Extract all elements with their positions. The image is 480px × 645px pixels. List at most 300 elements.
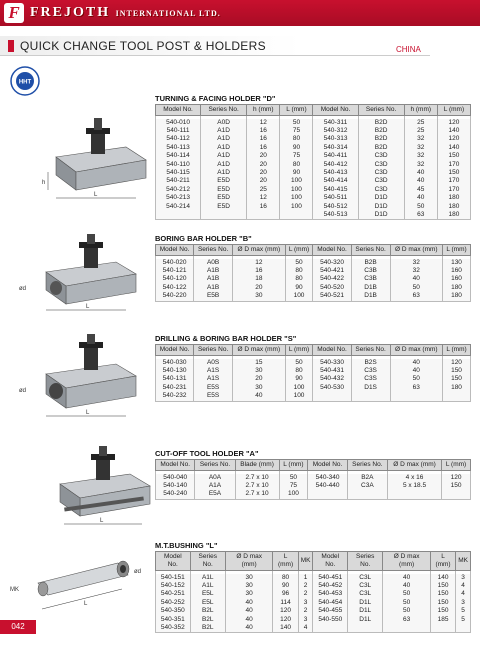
table-row [156, 135, 471, 143]
table-row [156, 203, 471, 211]
table-cell: 540-440 [308, 482, 347, 490]
table-cell: 160 [443, 267, 471, 275]
table-cell [247, 211, 280, 220]
table-cell [456, 624, 471, 633]
table-row [156, 161, 471, 169]
table-cell: 40 [404, 194, 437, 202]
table-cell: B2L [190, 607, 225, 615]
table-cell: 185 [430, 616, 455, 624]
table-cell: 30 [233, 384, 285, 392]
table-cell: 80 [280, 161, 313, 169]
table-cell: C3S [351, 367, 390, 375]
table-cell: 540-452 [313, 582, 348, 590]
table-cell: 75 [279, 482, 308, 490]
column-header: L (mm) [285, 245, 313, 256]
column-header: Ø D max (mm) [233, 245, 285, 256]
table-cell: 540-411 [313, 152, 358, 160]
column-header: MK [456, 552, 471, 571]
table-cell: 40 [404, 177, 437, 185]
table-cell: 32 [404, 161, 437, 169]
table-cell: 32 [404, 152, 437, 160]
table-cell: 170 [437, 186, 470, 194]
table-cell: 140 [273, 624, 298, 633]
table-cell: 3 [456, 599, 471, 607]
table-cell [201, 211, 247, 220]
table-cell: 150 [437, 169, 470, 177]
column-header: Model No. [313, 105, 358, 116]
column-header: Model No. [156, 460, 195, 471]
bushing-table [155, 551, 471, 633]
table-cell: A1S [194, 367, 233, 375]
table-cell: 540-131 [156, 375, 194, 383]
column-header: Series No. [201, 105, 247, 116]
table-row [156, 259, 471, 267]
table-cell: 20 [247, 152, 280, 160]
dim-label-L: L [100, 518, 104, 524]
table-cell: 2 [298, 607, 313, 615]
table-cell: 150 [430, 607, 455, 615]
table-cell: 50 [280, 119, 313, 127]
table-cell: 540-512 [313, 203, 358, 211]
table-cell: 540-415 [313, 186, 358, 194]
table-cell: 2.7 x 10 [235, 482, 279, 490]
table-cell: 150 [443, 375, 471, 383]
section-title-bushing: M.T.BUSHING "L" [155, 541, 218, 550]
column-header: Model No. [313, 552, 348, 571]
table-row [156, 367, 471, 375]
column-header: Series No. [195, 460, 235, 471]
table-cell: C3S [351, 375, 390, 383]
cutoff-holder-table [155, 459, 471, 500]
table-cell: 180 [443, 292, 471, 301]
column-header: h (mm) [247, 105, 280, 116]
table-cell: 63 [383, 616, 431, 624]
table-cell: A1B [194, 267, 233, 275]
table-cell: 540-010 [156, 119, 201, 127]
table-cell: 75 [280, 152, 313, 160]
column-header: Series No. [194, 245, 233, 256]
brand-logo: F [4, 3, 24, 23]
table-cell: 180 [437, 203, 470, 211]
table-cell: 18 [233, 275, 285, 283]
dim-label-L: L [84, 601, 88, 607]
table-cell [280, 211, 313, 220]
section-title-boring: BORING BAR HOLDER "B" [155, 234, 252, 243]
certification-badge-icon [10, 66, 40, 96]
table-cell: 120 [437, 135, 470, 143]
table-row [156, 152, 471, 160]
table-cell [347, 490, 387, 499]
table-cell: 30 [233, 292, 285, 301]
table-cell: D1D [358, 211, 404, 220]
table-cell [383, 624, 431, 633]
table-cell: 540-240 [156, 490, 195, 499]
table-cell: 540-432 [313, 375, 351, 383]
table-cell: 540-455 [313, 607, 348, 615]
table-cell: 150 [430, 590, 455, 598]
table-cell: B2S [351, 359, 390, 367]
brand-bar [0, 0, 480, 26]
table-cell: 50 [285, 359, 313, 367]
column-header: Series No. [351, 345, 390, 356]
column-header: Model No. [308, 460, 347, 471]
table-cell: 540-252 [156, 599, 191, 607]
table-cell [313, 392, 351, 401]
table-cell [156, 211, 201, 220]
column-header: Ø D max (mm) [225, 552, 273, 571]
table-cell: 540-451 [313, 574, 348, 582]
table-cell: 20 [233, 375, 285, 383]
table-cell: A1D [201, 127, 247, 135]
table-cell: E5L [190, 599, 225, 607]
table-cell: 140 [437, 127, 470, 135]
table-row [156, 624, 471, 633]
table-cell [430, 624, 455, 633]
table-cell: A0B [194, 259, 233, 267]
table-cell: 50 [383, 607, 431, 615]
table-cell: 540-320 [313, 259, 351, 267]
table-cell: C3A [347, 482, 387, 490]
column-header: Blade (mm) [235, 460, 279, 471]
table-row [156, 267, 471, 275]
table-cell: 40 [383, 574, 431, 582]
column-header: L (mm) [443, 245, 471, 256]
badge-text: HHT [18, 79, 32, 86]
table-cell: A1S [194, 375, 233, 383]
table-cell: 5 [456, 616, 471, 624]
column-header: Series No. [358, 105, 404, 116]
bushing-illustration [8, 555, 154, 620]
table-cell: A0S [194, 359, 233, 367]
section-title-turning: TURNING & FACING HOLDER "D" [155, 94, 276, 103]
table-cell [348, 624, 383, 633]
table-cell: 32 [404, 135, 437, 143]
table-cell: 20 [233, 284, 285, 292]
table-cell: 12 [233, 259, 285, 267]
table-cell: 150 [430, 582, 455, 590]
table-cell: E5D [201, 203, 247, 211]
table-cell: 540-040 [156, 474, 195, 482]
column-header: MK [298, 552, 313, 571]
column-header: Ø D max (mm) [390, 345, 442, 356]
brand-main-text: FREJOTH [30, 5, 111, 20]
table-cell: 40 [233, 392, 285, 401]
table-cell [443, 392, 471, 401]
table-cell: 50 [390, 284, 442, 292]
table-cell: 540-314 [313, 144, 358, 152]
table-row [156, 144, 471, 152]
table-row [156, 607, 471, 615]
table-cell: 540-152 [156, 582, 191, 590]
table-cell: B2L [190, 624, 225, 633]
column-header: Series No. [194, 345, 233, 356]
turning-holder-table [155, 104, 471, 220]
table-row [156, 474, 471, 482]
table-cell [387, 490, 441, 499]
table-cell: 16 [247, 135, 280, 143]
table-cell: E5S [194, 392, 233, 401]
table-cell: 40 [390, 367, 442, 375]
table-cell: 50 [279, 474, 308, 482]
table-cell: 5 [456, 607, 471, 615]
table-cell: 540-251 [156, 590, 191, 598]
table-cell: 540-412 [313, 161, 358, 169]
column-header: Ø D max (mm) [233, 345, 285, 356]
column-header: Series No. [190, 552, 225, 571]
table-header-row [156, 245, 471, 256]
table-cell: 180 [443, 384, 471, 392]
column-header: Model No. [156, 245, 194, 256]
table-cell: 120 [442, 474, 471, 482]
table-cell: 40 [390, 359, 442, 367]
table-cell: 2 [298, 590, 313, 598]
table-cell: C3D [358, 177, 404, 185]
column-header: L (mm) [279, 460, 308, 471]
table-row [156, 284, 471, 292]
column-header: L (mm) [443, 345, 471, 356]
table-cell: 540-413 [313, 169, 358, 177]
table-cell: 540-520 [313, 284, 351, 292]
table-cell: 540-112 [156, 135, 201, 143]
table-cell: 3 [298, 599, 313, 607]
column-header: Ø D max (mm) [387, 460, 441, 471]
table-row [156, 582, 471, 590]
table-row [156, 490, 471, 499]
table-cell: 100 [280, 194, 313, 202]
table-cell: 160 [443, 275, 471, 283]
column-header: L (mm) [285, 345, 313, 356]
table-cell: 540-414 [313, 177, 358, 185]
table-cell: 540-521 [313, 292, 351, 301]
table-cell: 540-212 [156, 186, 201, 194]
table-cell: 540-511 [313, 194, 358, 202]
column-header: Series No. [347, 460, 387, 471]
table-cell: 32 [390, 259, 442, 267]
page-title: QUICK CHANGE TOOL POST & HOLDERS [20, 39, 266, 53]
table-cell: 90 [273, 582, 298, 590]
table-row [156, 482, 471, 490]
table-cell: 20 [247, 177, 280, 185]
table-cell: D1B [351, 284, 390, 292]
table-cell: 2.7 x 10 [235, 490, 279, 499]
table-row [156, 119, 471, 127]
boring-holder-illustration [16, 232, 154, 316]
table-cell: 25 [247, 186, 280, 194]
table-cell: 140 [437, 144, 470, 152]
table-cell: C3L [348, 582, 383, 590]
table-header-row [156, 105, 471, 116]
table-cell: 96 [273, 590, 298, 598]
dim-label-L: L [94, 192, 98, 198]
table-cell [351, 392, 390, 401]
page-number: 042 [0, 620, 36, 634]
column-header: L (mm) [273, 552, 298, 571]
table-cell [442, 490, 471, 499]
table-cell: 150 [430, 599, 455, 607]
table-cell: 20 [247, 161, 280, 169]
table-cell: 540-211 [156, 177, 201, 185]
table-cell: 540-231 [156, 384, 194, 392]
table-cell: 540-453 [313, 590, 348, 598]
table-cell: 100 [285, 292, 313, 301]
table-cell: 4 [456, 590, 471, 598]
table-cell [308, 490, 347, 499]
table-cell: 100 [279, 490, 308, 499]
table-cell: 170 [437, 177, 470, 185]
table-cell: 50 [390, 375, 442, 383]
table-cell: E5B [194, 292, 233, 301]
table-cell: 540-140 [156, 482, 195, 490]
table-cell: A1D [201, 135, 247, 143]
table-cell: 540-151 [156, 574, 191, 582]
boring-holder-table [155, 244, 471, 302]
table-cell: 50 [285, 259, 313, 267]
table-cell: 40 [225, 599, 273, 607]
table-cell: D1L [348, 616, 383, 624]
table-cell: A1L [190, 582, 225, 590]
table-cell: 100 [280, 186, 313, 194]
table-cell: 540-120 [156, 275, 194, 283]
table-cell: 80 [280, 135, 313, 143]
column-header: Model No. [313, 345, 351, 356]
table-cell: 540-114 [156, 152, 201, 160]
table-cell: C3D [358, 161, 404, 169]
table-cell: 32 [404, 144, 437, 152]
table-cell: 170 [437, 161, 470, 169]
table-cell: 63 [390, 384, 442, 392]
table-cell: 16 [247, 144, 280, 152]
table-cell: 120 [273, 607, 298, 615]
column-header: Ø D max (mm) [390, 245, 442, 256]
table-row [156, 392, 471, 401]
table-cell: D1S [351, 384, 390, 392]
table-row [156, 590, 471, 598]
column-header: Model No. [156, 552, 191, 571]
table-cell: 540-121 [156, 267, 194, 275]
table-cell: E5L [190, 590, 225, 598]
table-row [156, 127, 471, 135]
table-cell: B2A [347, 474, 387, 482]
table-header-row [156, 460, 471, 471]
column-header: Series No. [348, 552, 383, 571]
table-cell: 30 [225, 590, 273, 598]
table-cell: 540-550 [313, 616, 348, 624]
table-cell: 40 [383, 582, 431, 590]
table-cell: 114 [273, 599, 298, 607]
table-cell: 130 [443, 259, 471, 267]
cutoff-holder-illustration [50, 444, 154, 530]
table-cell: 100 [285, 392, 313, 401]
table-cell [313, 624, 348, 633]
table-cell: E5D [201, 194, 247, 202]
table-cell: 40 [404, 169, 437, 177]
table-cell: 100 [280, 177, 313, 185]
table-cell: C3L [348, 574, 383, 582]
table-cell: 540-352 [156, 624, 191, 633]
country-label: CHINA [396, 45, 421, 54]
table-cell: 16 [247, 127, 280, 135]
table-cell: 20 [247, 169, 280, 177]
table-row [156, 375, 471, 383]
table-cell: 2 [298, 582, 313, 590]
table-cell: C3L [348, 590, 383, 598]
table-cell: 4 [456, 582, 471, 590]
table-row [156, 169, 471, 177]
table-cell: 80 [285, 275, 313, 283]
table-cell: 50 [404, 203, 437, 211]
table-row [156, 194, 471, 202]
dim-label-MK: MK [10, 587, 19, 593]
table-cell: A1D [201, 144, 247, 152]
table-cell: 40 [390, 275, 442, 283]
table-cell: 540-530 [313, 384, 351, 392]
table-cell: 540-340 [308, 474, 347, 482]
table-cell: 540-220 [156, 292, 194, 301]
column-header: Series No. [351, 245, 390, 256]
table-cell: E5A [195, 490, 235, 499]
table-cell: 30 [225, 582, 273, 590]
table-cell: B2D [358, 119, 404, 127]
table-cell: 540-311 [313, 119, 358, 127]
section-title-drilling: DRILLING & BORING BAR HOLDER "S" [155, 334, 297, 343]
table-cell: C3D [358, 152, 404, 160]
table-cell: 3 [298, 616, 313, 624]
table-cell: A0A [195, 474, 235, 482]
table-cell [390, 392, 442, 401]
table-cell: 50 [383, 599, 431, 607]
table-cell: A1D [201, 152, 247, 160]
table-cell: 100 [285, 384, 313, 392]
table-cell: 180 [437, 211, 470, 220]
table-cell: 4 [298, 624, 313, 633]
table-cell: 540-513 [313, 211, 358, 220]
table-cell: C3B [351, 267, 390, 275]
dim-label-od: ød [134, 569, 142, 575]
table-cell: D1D [358, 203, 404, 211]
table-cell: B2D [358, 144, 404, 152]
column-header: h (mm) [404, 105, 437, 116]
table-cell: 540-232 [156, 392, 194, 401]
table-cell: 15 [233, 359, 285, 367]
table-cell: 16 [233, 267, 285, 275]
table-cell: 540-115 [156, 169, 201, 177]
brand-sub-text: INTERNATIONAL LTD. [115, 9, 221, 18]
brand-name [30, 5, 221, 21]
table-cell: 540-020 [156, 259, 194, 267]
title-marker [8, 40, 14, 52]
table-cell: 140 [430, 574, 455, 582]
dim-label-od: ød [19, 388, 27, 394]
dim-label-od: ød [19, 286, 27, 292]
column-header: Model No. [156, 105, 201, 116]
table-cell: D1L [348, 607, 383, 615]
table-cell: B2L [190, 616, 225, 624]
table-cell: C3D [358, 186, 404, 194]
table-cell: 4 x 16 [387, 474, 441, 482]
table-cell: 80 [285, 267, 313, 275]
table-cell: 150 [443, 367, 471, 375]
table-row [156, 384, 471, 392]
table-cell: A1D [201, 169, 247, 177]
column-header: L (mm) [430, 552, 455, 571]
table-cell: A0D [201, 119, 247, 127]
table-cell: 63 [404, 211, 437, 220]
table-cell: B2D [358, 127, 404, 135]
table-cell: A1B [194, 284, 233, 292]
table-cell: 2.7 x 10 [235, 474, 279, 482]
table-cell: 540-422 [313, 275, 351, 283]
table-cell: 32 [390, 267, 442, 275]
